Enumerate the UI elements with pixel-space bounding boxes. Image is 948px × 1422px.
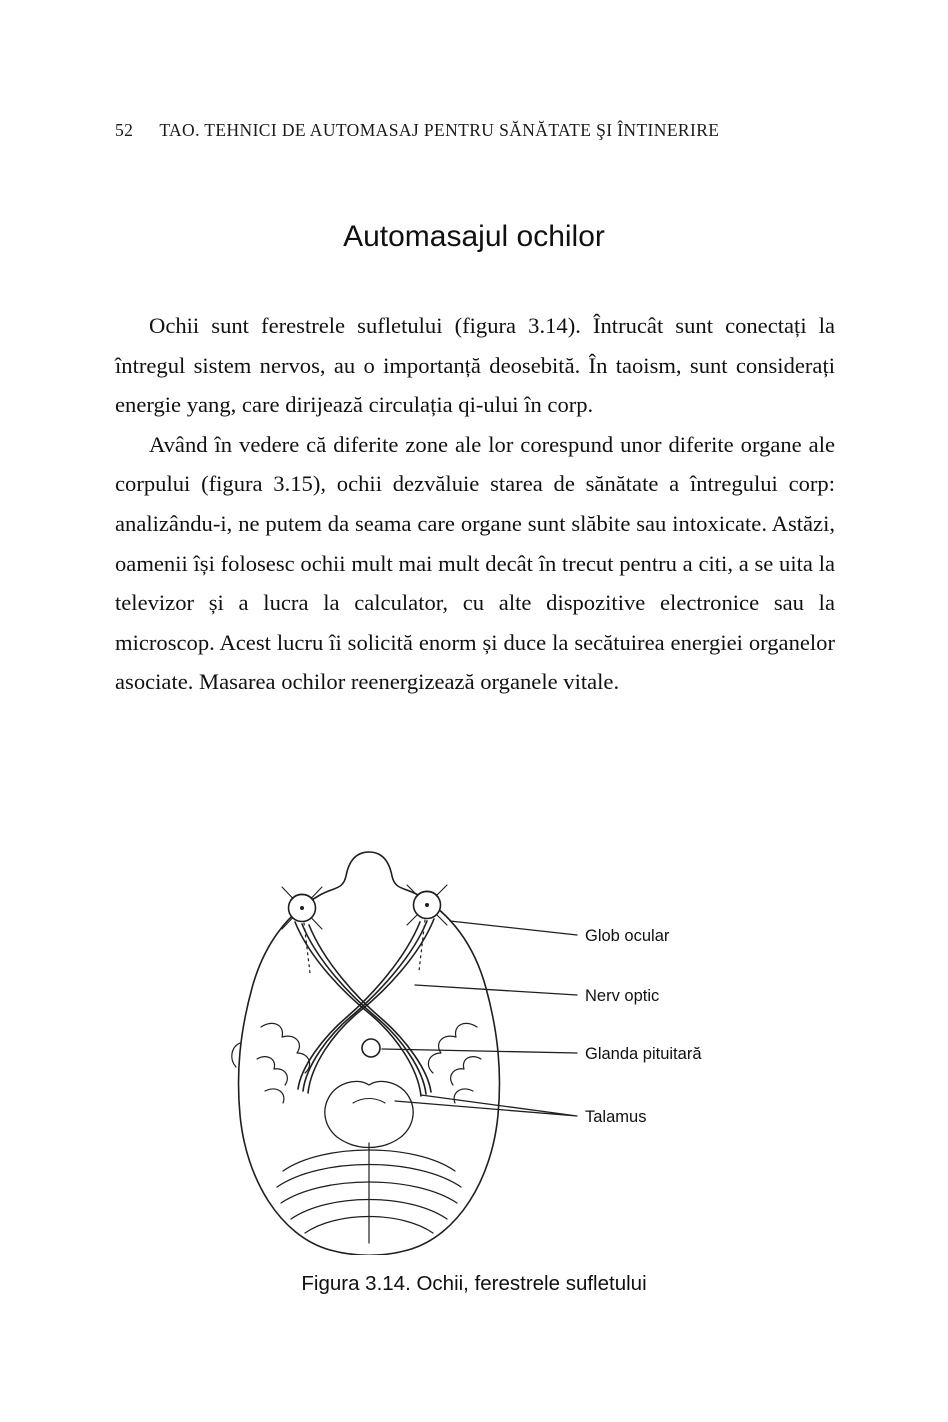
chapter-title: Automasajul ochilor — [343, 220, 605, 253]
body-text — [115, 306, 835, 702]
running-header — [115, 120, 839, 141]
figure-label-glob-ocular: Glob ocular — [585, 927, 670, 945]
page-number: 52 — [115, 120, 134, 140]
leader-glob-ocular — [450, 921, 577, 935]
figure-label-nerv-optic: Nerv optic — [585, 987, 660, 1005]
figure-label-talamus: Talamus — [585, 1108, 647, 1126]
figure-label-glanda-pituitara: Glanda pituitară — [585, 1045, 702, 1063]
figure-caption: Figura 3.14. Ochii, ferestrele sufletului — [301, 1272, 647, 1295]
paragraph-2: Având în vedere că diferite zone ale lor corespund unor diferite organe ale corpului (figura 3.15), ochii dezvăluie starea de sănătate a întregului corp: analizându-i, ne putem da seama care organe sunt slăbite sau intoxicate. Astăzi, oamenii își folosesc ochii mult mai mult decât în trecut pentru a citi, a se uita la televizor și a lucra la calculator, cu alte dispozitive electronice sau la microscop. Acest lucru îi solicită enorm și duce la secătuirea energiei organelor asociate. Masarea ochilor reenergizează organele vitale. — [115, 431, 835, 695]
leader-nerv-optic — [415, 985, 577, 995]
figure-3-14 — [225, 845, 740, 1255]
paragraph-1: Ochii sunt ferestrele sufletului (figura 3.14). Întrucât sunt conectați la întregul sistem nervos, au o importanță deosebită. În taoism, sunt considerați energie yang, care dirijează circulația qi-ului în corp. — [115, 313, 835, 418]
running-header-text: TAO. TEHNICI DE AUTOMASAJ PENTRU SĂNĂTATE ŞI ÎNTINERIRE — [159, 120, 720, 140]
thalamus-outline — [325, 1081, 413, 1147]
pituitary-gland — [362, 1039, 380, 1057]
brain-diagram — [225, 845, 740, 1255]
leader-talamus — [395, 1095, 577, 1116]
